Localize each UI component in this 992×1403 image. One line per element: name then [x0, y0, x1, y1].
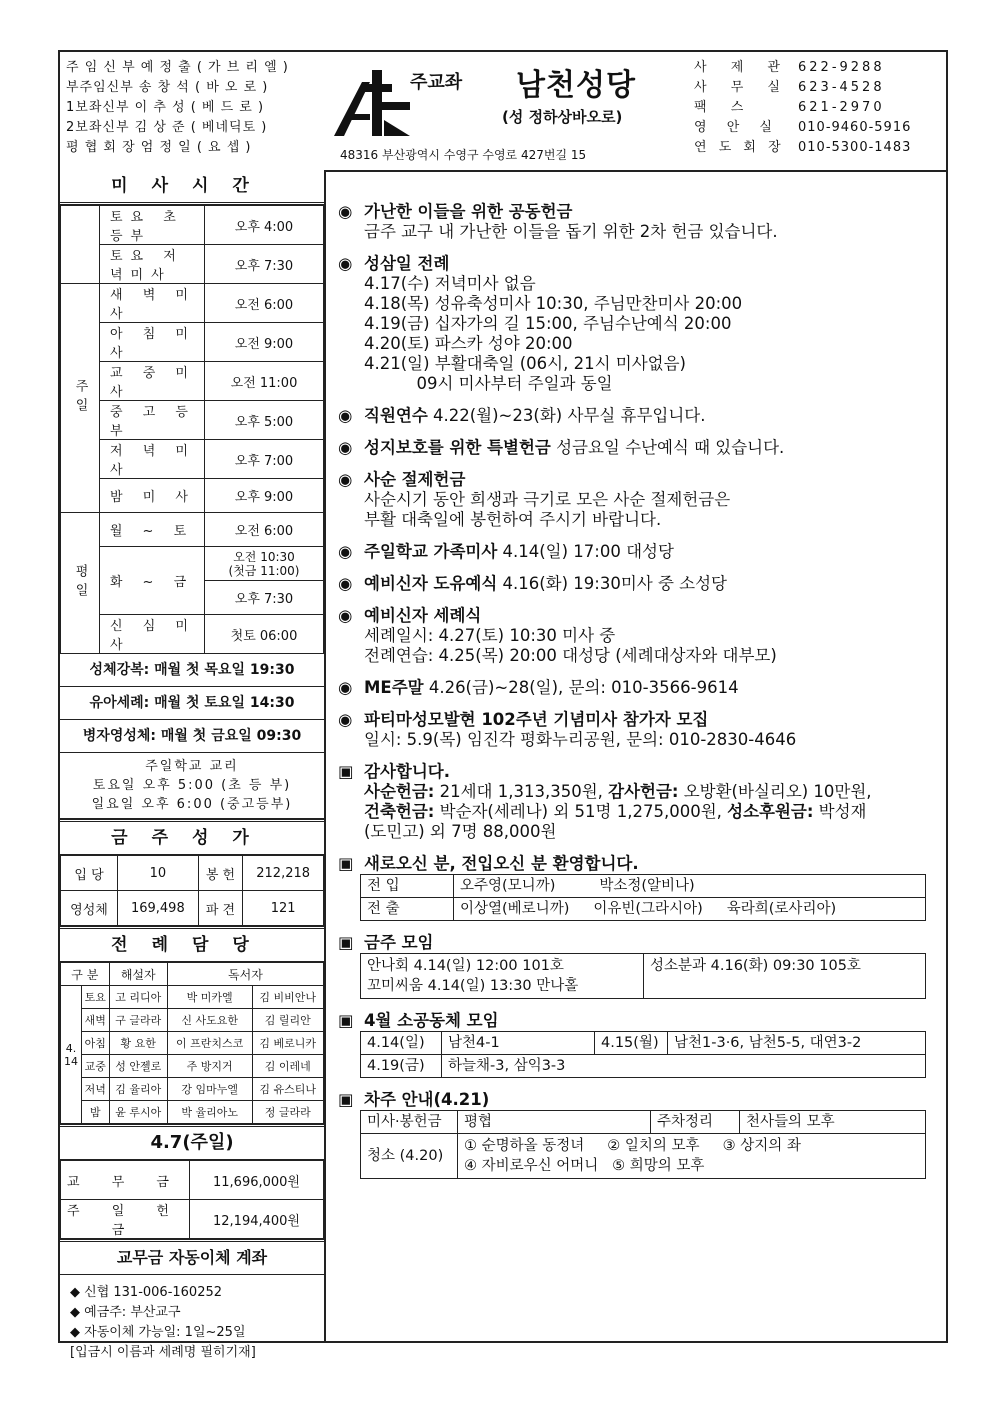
contact-label: 사 무 실 [694, 80, 790, 95]
slot: 밤 [82, 1101, 110, 1124]
reader: 김 릴리안 [252, 1009, 324, 1032]
slot: 교중 [82, 1055, 110, 1078]
bullet-icon: ◉ [338, 470, 353, 489]
fund-label: 주 일 헌 금 [61, 1200, 190, 1239]
contact-label: 영 안 실 [694, 120, 780, 135]
bullet-icon: ◉ [338, 574, 353, 593]
table-row [61, 1078, 324, 1101]
table-row [61, 963, 324, 986]
hymn-value: 212,218 [243, 856, 324, 891]
notice-row: 성체강복: 매월 첫 목요일 19:30 [60, 654, 324, 687]
bullet-icon: ◉ [338, 542, 353, 561]
liturgy-table [60, 962, 324, 1124]
cleaning-line: ① 순명하올 동정녀 ② 일치의 모후 ③ 상지의 좌 [464, 1138, 801, 1154]
table-row [61, 547, 324, 581]
meeting-entry: 꼬미씨움 4.14(일) 13:30 만나홀 [367, 978, 579, 994]
community-groups: 남천4-1 [442, 1032, 595, 1055]
square-bullet-icon: ▣ [338, 1011, 354, 1030]
mass-time: 오전 6:00 [205, 513, 324, 547]
announcement-title: 예비신자 도유예식 [364, 574, 498, 593]
table-row [61, 284, 324, 323]
staff-line: 2보좌신부 김 상 준 ( 베네딕토 ) [66, 120, 268, 135]
announcement-title: 가난한 이들을 위한 공동헌금 [364, 202, 573, 221]
mass-name: 아 침 미 사 [100, 323, 205, 362]
announcement-title: 예비신자 세례식 [364, 606, 482, 625]
table-row [61, 856, 324, 891]
fund-label: 교 무 금 [61, 1161, 190, 1200]
announcement-title: 파티마성모발현 102주년 기념미사 참가자 모집 [364, 710, 709, 729]
bullet-icon: ◉ [338, 438, 353, 457]
hymn-label: 봉 헌 [198, 856, 243, 891]
table-row [61, 513, 324, 547]
contact-row [694, 58, 944, 78]
reader: 강 임마누엘 [167, 1078, 252, 1101]
thanks-section [338, 762, 946, 842]
funds-title: 4.7(주일) [60, 1124, 324, 1160]
row-value [454, 875, 926, 898]
community-date: 4.14(일) [361, 1032, 442, 1055]
announcement [338, 710, 946, 750]
row-value [454, 898, 926, 921]
date-cell: 4. 14 [61, 986, 82, 1124]
announcement-body: 사순시기 동안 희생과 극기로 모은 사순 절제헌금은 부활 대축일에 봉헌하여 주시기 바랍니다. [364, 490, 731, 529]
hymn-value: 169,498 [118, 891, 199, 926]
transfer-title: 교무금 자동이체 계좌 [60, 1239, 324, 1275]
mass-name: 저 녁 미 사 [100, 440, 205, 479]
staff-list [66, 58, 328, 158]
col-header: 구 분 [61, 963, 110, 986]
slot: 새벽 [82, 1009, 110, 1032]
meeting-entry: 안나회 4.14(일) 12:00 101호 [367, 958, 564, 974]
left-column [60, 170, 326, 1360]
announcement [338, 202, 946, 242]
announcement-text: 4.22(월)~23(화) 사무실 휴무입니다. [427, 406, 706, 425]
hymns-table [60, 855, 324, 926]
announcement-title: 성삼일 전례 [364, 254, 450, 273]
announcement-body: 세례일시: 4.27(토) 10:30 미사 중 전례연습: 4.25(목) 20:00 대성당 (세례대상자와 대부모) [364, 626, 777, 665]
mass-time: 오후 7:30 [205, 581, 324, 615]
thanks-key: 건축헌금: [364, 802, 435, 821]
next-week-section [338, 1090, 946, 1179]
mass-name: 신 심 미 사 [100, 615, 205, 654]
announcement-body: 일시: 5.9(목) 임진각 평화누리공원, 문의: 010-2830-4646 [364, 730, 797, 749]
thanks-key: 감사헌금: [608, 782, 679, 801]
name-entry: 육라희(로사리아) [726, 901, 837, 917]
mass-name: 중 고 등 부 [100, 401, 205, 440]
hymns-title: 금주성가 [60, 819, 324, 855]
duty-value: 천사들의 모후 [740, 1111, 926, 1134]
thanks-body [338, 782, 946, 842]
announcement [338, 470, 946, 530]
transfer-line: ◆ 신협 131-006-160252 [70, 1285, 223, 1300]
address: 48316 부산광역시 수영구 수영로 427번길 15 [340, 148, 587, 162]
bullet-icon: ◉ [338, 710, 353, 729]
transfer-info [60, 1275, 324, 1371]
table-row [61, 891, 324, 926]
table-row [61, 1200, 324, 1239]
table-row [361, 898, 926, 921]
bullet-icon: ◉ [338, 254, 353, 273]
parish-logo-icon [332, 62, 412, 140]
hymn-label: 입 당 [61, 856, 118, 891]
section-title: 차주 안내(4.21) [364, 1090, 490, 1109]
contact-label: 연 도 회 장 [694, 140, 785, 155]
table-row [361, 1134, 926, 1179]
mass-time: 오후 5:00 [205, 401, 324, 440]
community-groups: 하늘채-3, 삼익3-3 [442, 1055, 926, 1078]
sunday-school-title: 주일학교 교리 [145, 759, 239, 774]
contact-value: 010-9460-5916 [798, 120, 912, 135]
name-entry: 오주영(모니까) [460, 878, 556, 894]
narrator: 황 요한 [109, 1032, 167, 1055]
reader: 박 미카엘 [167, 986, 252, 1009]
reader: 김 이레네 [252, 1055, 324, 1078]
transfer-line: [입금시 이름과 세례명 필히기재] [70, 1345, 256, 1360]
reader: 주 방지거 [167, 1055, 252, 1078]
cleaning-groups [458, 1134, 926, 1179]
mass-time: 오후 9:00 [205, 479, 324, 513]
table-row [61, 206, 324, 245]
staff-line: 1보좌신부 이 추 성 ( 베 드 로 ) [66, 100, 265, 115]
logo-area [330, 58, 690, 166]
announcement-text: 4.14(일) 17:00 대성당 [497, 542, 674, 561]
table-row [61, 615, 324, 654]
table-row [361, 954, 926, 999]
mass-time: 오전 6:00 [205, 284, 324, 323]
mass-time: 오후 7:00 [205, 440, 324, 479]
mass-name: 새 벽 미 사 [100, 284, 205, 323]
sunday-school-line: 일요일 오후 6:00 (중고등부) [91, 797, 293, 812]
meeting-list [361, 954, 644, 999]
section-title: 새로오신 분, 전입오신 분 환영합니다. [364, 854, 639, 873]
meeting-entry: 성소분과 4.16(화) 09:30 105호 [644, 954, 926, 999]
community-date: 4.15(월) [595, 1032, 668, 1055]
sunday-label: 주일 [61, 284, 100, 513]
slot: 토요 [82, 986, 110, 1009]
contact-value: 622-9288 [798, 60, 885, 75]
staff-line: 부주임신부 송 창 석 ( 바 오 로 ) [66, 80, 269, 95]
slot: 저녁 [82, 1078, 110, 1101]
announcement-title: 성지보호를 위한 특별헌금 [364, 438, 551, 457]
duty-label: 주차정리 [651, 1111, 740, 1134]
table-row [361, 875, 926, 898]
header [60, 52, 946, 172]
community-table [360, 1031, 926, 1078]
transfer-line: ◆ 예금주: 부산교구 [70, 1305, 181, 1320]
thanks-value: (도민고) 외 7명 88,000원 [364, 822, 557, 841]
announcement-title: 사순 절제헌금 [364, 470, 466, 489]
community-section [338, 1011, 946, 1078]
parish-prefix: 주교좌 [410, 72, 463, 93]
table-row [61, 1009, 324, 1032]
mass-times-table [60, 205, 324, 654]
fund-value: 11,696,000원 [190, 1161, 324, 1200]
thanks-value: 21세대 1,313,350원, [434, 782, 609, 801]
mass-time: 첫토 06:00 [205, 615, 324, 654]
name-entry: 박소정(알비나) [599, 878, 695, 894]
contact-label: 팩 스 [694, 100, 754, 115]
announcement [338, 542, 946, 562]
contact-value: 010-5300-1483 [798, 140, 912, 155]
announcements [328, 170, 946, 1341]
announcement [338, 406, 946, 426]
table-row [61, 986, 324, 1009]
mass-time: 오후 7:30 [205, 245, 324, 284]
announcement-text: 4.26(금)~28(일), 문의: 010-3566-9614 [423, 678, 739, 697]
mass-name: 화 ~ 금 [100, 547, 205, 615]
hymn-label: 파 견 [198, 891, 243, 926]
thanks-value: 박성재 [813, 802, 867, 821]
announcement [338, 254, 946, 394]
reader: 김 유스티나 [252, 1078, 324, 1101]
announcement [338, 678, 946, 698]
table-row [61, 440, 324, 479]
hymn-value: 121 [243, 891, 324, 926]
square-bullet-icon: ▣ [338, 1090, 354, 1109]
table-row [361, 1111, 926, 1134]
reader: 김 베로니카 [252, 1032, 324, 1055]
contact-row [694, 118, 944, 138]
parish-name: 남천성당 [516, 68, 636, 103]
next-week-table [360, 1110, 926, 1179]
announcement-body: 금주 교구 내 가난한 이들을 돕기 위한 2차 헌금 있습니다. [364, 222, 778, 241]
mass-times-title: 미사시간 [60, 170, 324, 205]
narrator: 윤 루시아 [109, 1101, 167, 1124]
mass-name: 토요 초등부 [100, 206, 205, 245]
notice-row: 유아세례: 매월 첫 토요일 14:30 [60, 687, 324, 720]
meetings-table [360, 953, 926, 999]
welcome-table [360, 874, 926, 921]
mass-time: 오후 4:00 [205, 206, 324, 245]
duty-value: 평협 [458, 1111, 651, 1134]
square-bullet-icon: ▣ [338, 762, 354, 781]
table-row [61, 362, 324, 401]
sunday-school-line: 토요일 오후 5:00 (초 등 부) [92, 778, 292, 793]
slot: 아침 [82, 1032, 110, 1055]
mass-name: 월 ~ 토 [100, 513, 205, 547]
reader: 정 글라라 [252, 1101, 324, 1124]
announcement [338, 606, 946, 666]
table-row [61, 323, 324, 362]
name-entry: 이유빈(그라시아) [593, 901, 703, 917]
section-title: 감사합니다. [364, 762, 450, 781]
contact-value: 621-2970 [798, 100, 885, 115]
mass-time: 오전 11:00 [205, 362, 324, 401]
hymn-label: 영성체 [61, 891, 118, 926]
mass-name: 토요 저녁미사 [100, 245, 205, 284]
name-entry: 이상열(베로니까) [460, 901, 570, 917]
thanks-key: 사순헌금: [364, 782, 435, 801]
funds-table [60, 1160, 324, 1239]
narrator: 성 안젤로 [109, 1055, 167, 1078]
table-row [361, 1055, 926, 1078]
table-row [61, 479, 324, 513]
sunday-school [60, 753, 324, 819]
section-title: 금주 모임 [364, 933, 434, 952]
hymn-value: 10 [118, 856, 199, 891]
contacts [694, 58, 944, 158]
thanks-key: 성소후원금: [727, 802, 814, 821]
community-groups: 남천1-3·6, 남천5-5, 대연3-2 [668, 1032, 926, 1055]
table-row [61, 401, 324, 440]
mass-time: 오전 9:00 [205, 323, 324, 362]
announcement-text: 4.16(화) 19:30미사 중 소성당 [497, 574, 727, 593]
mass-time: 오전 10:30 (첫금 11:00) [205, 547, 324, 581]
row-label: 전 입 [361, 875, 454, 898]
community-date: 4.19(금) [361, 1055, 442, 1078]
bullet-icon: ◉ [338, 606, 353, 625]
square-bullet-icon: ▣ [338, 854, 354, 873]
welcome-section [338, 854, 946, 921]
contact-row [694, 78, 944, 98]
contact-row [694, 98, 944, 118]
cleaning-line: ④ 자비로우신 어머니 ⑤ 희망의 모후 [464, 1158, 705, 1174]
reader: 박 율리아노 [167, 1101, 252, 1124]
row-label: 전 출 [361, 898, 454, 921]
table-row [61, 1032, 324, 1055]
table-row [61, 1101, 324, 1124]
mass-name: 교 중 미 사 [100, 362, 205, 401]
table-row [61, 1161, 324, 1200]
staff-line: 주 임 신 부 예 정 출 ( 가 브 리 엘 ) [66, 60, 289, 75]
duty-label: 청소 (4.20) [361, 1134, 458, 1179]
narrator: 구 글라라 [109, 1009, 167, 1032]
notice-row: 병자영성체: 매월 첫 금요일 09:30 [60, 720, 324, 753]
contact-row [694, 138, 944, 158]
table-row [61, 1055, 324, 1078]
section-title: 4월 소공동체 모임 [364, 1011, 499, 1030]
announcement-title: 주일학교 가족미사 [364, 542, 498, 561]
announcement-title: ME주말 [364, 678, 424, 697]
liturgy-title: 전례담당 [60, 926, 324, 962]
bulletin-page [58, 50, 948, 1360]
staff-line: 평 협 회 장 엄 정 일 ( 요 셉 ) [66, 140, 252, 155]
col-header: 해설자 [109, 963, 167, 986]
bullet-icon: ◉ [338, 678, 353, 697]
bullet-icon: ◉ [338, 406, 353, 425]
announcement [338, 438, 946, 458]
parish-subtitle: (성 정하상바오로) [502, 108, 623, 126]
transfer-line: ◆ 자동이체 가능일: 1일~25일 [70, 1325, 246, 1340]
table-row [61, 245, 324, 284]
narrator: 고 리디아 [109, 986, 167, 1009]
reader: 김 비비안나 [252, 986, 324, 1009]
contact-value: 623-4528 [798, 80, 885, 95]
contact-label: 사 제 관 [694, 60, 790, 75]
narrator: 김 율리아 [109, 1078, 167, 1101]
announcement-title: 직원연수 [364, 406, 428, 425]
reader: 이 프란치스코 [167, 1032, 252, 1055]
mass-name: 밤 미 사 [100, 479, 205, 513]
announcement-body: 4.17(수) 저녁미사 없음 4.18(목) 성유축성미사 10:30, 주님만찬미사 20:00 4.19(금) 십자가의 길 15:00, 주님수난예식 20:00 4.20(토) 파스카 성야 20:00 4.21(일) 부활대축일 (06시, 21시 미사없음) 09시 미사부터 주일과 동일 [364, 274, 743, 393]
thanks-value: 오방환(바실리오) 10만원, [678, 782, 872, 801]
col-header: 독서자 [167, 963, 323, 986]
announcement [338, 574, 946, 594]
fund-value: 12,194,400원 [190, 1200, 324, 1239]
duty-label: 미사·봉헌금 [361, 1111, 458, 1134]
weekday-label: 평일 [61, 513, 100, 654]
group-cell [61, 206, 100, 284]
reader: 신 사도요한 [167, 1009, 252, 1032]
square-bullet-icon: ▣ [338, 933, 354, 952]
table-row [361, 1032, 926, 1055]
thanks-value: 박순자(세레나) 외 51명 1,275,000원, [434, 802, 728, 821]
meetings-section [338, 933, 946, 999]
announcement-text: 성금요일 수난예식 때 있습니다. [550, 438, 785, 457]
bullet-icon: ◉ [338, 202, 353, 221]
